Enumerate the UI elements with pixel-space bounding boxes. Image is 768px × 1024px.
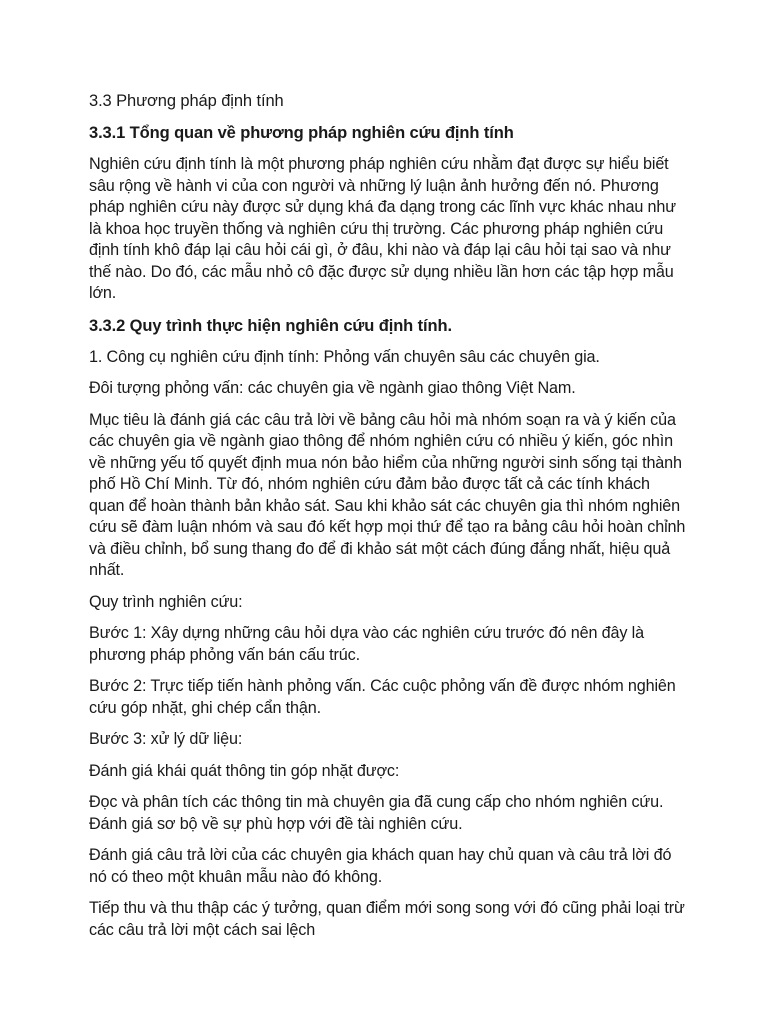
paragraph-absorb-ideas: Tiếp thu và thu thập các ý tưởng, quan điểm mới song song với đó cũng phải loại trừ các câu trả lời một cách sai lệch xyxy=(89,899,685,939)
subsection-title-overview: 3.3.1 Tổng quan về phương pháp nghiên cứu định tính xyxy=(89,124,514,142)
subsection-title-process: 3.3.2 Quy trình thực hiện nghiên cứu định tính. xyxy=(89,316,452,335)
paragraph-step-3: Bước 3: xử lý dữ liệu: xyxy=(89,730,243,748)
paragraph-step-1: Bước 1: Xây dựng những câu hỏi dựa vào các nghiên cứu trước đó nên đây là phương pháp phỏng vấn bán cấu trúc. xyxy=(89,624,644,664)
section-title: 3.3 Phương pháp định tính xyxy=(89,92,284,110)
paragraph-general-evaluation: Đánh giá khái quát thông tin góp nhặt được: xyxy=(89,761,400,780)
document-page xyxy=(89,90,689,951)
paragraph-process-label: Quy trình nghiên cứu: xyxy=(89,592,243,611)
paragraph-tool: 1. Công cụ nghiên cứu định tính: Phỏng vấn chuyên sâu các chuyên gia. xyxy=(89,347,600,366)
paragraph-overview: Nghiên cứu định tính là một phương pháp nghiên cứu nhằm đạt được sự hiểu biết sâu rộng về hành vi của con người và những lý luận ảnh hưởng đến nó. Phương pháp nghiên cứu này được sử dụng khá đa dạng trong các lĩnh vực khác nhau như là khoa học truyền thống và nghiên cứu thị trường. Các phương pháp nghiên cứu định tính khô đáp lại câu hỏi cái gì, ở đâu, khi nào và đáp lại câu hỏi tại sao và như thế nào. Do đó, các mẫu nhỏ cô đặc được sử dụng nhiều lần hơn các tập hợp mẫu lớn. xyxy=(89,155,676,302)
paragraph-objective: Mục tiêu là đánh giá các câu trả lời về bảng câu hỏi mà nhóm soạn ra và ý kiến của các chuyên gia về ngành giao thông để nhóm nghiên cứu có nhiều ý kiến, góc nhìn về những yếu tố quyết định mua nón bảo hiểm của những người sinh sống tại thành phố Hồ Chí Minh. Từ đó, nhóm nghiên cứu đảm bảo được tất cả các tính khách quan để hoàn thành bản khảo sát. Sau khi khảo sát các chuyên gia thì nhóm nghiên cứu sẽ đàm luận nhóm và sau đó kết hợp mọi thứ để tạo ra bảng câu hỏi hoàn chỉnh và điều chỉnh, bổ sung thang đo để đi khảo sát một cách đúng đắng nhất, hiệu quả nhất. xyxy=(89,410,686,579)
paragraph-evaluate-answers: Đánh giá câu trả lời của các chuyên gia khách quan hay chủ quan và câu trả lời đó nó có theo một khuân mẫu nào đó không. xyxy=(89,846,672,886)
paragraph-interviewees: Đôi tượng phỏng vấn: các chuyên gia về ngành giao thông Việt Nam. xyxy=(89,379,576,397)
paragraph-read-analyze: Đọc và phân tích các thông tin mà chuyên gia đã cung cấp cho nhóm nghiên cứu. Đánh giá sơ bộ về sự phù hợp với đề tài nghiên cứu. xyxy=(89,793,664,833)
paragraph-step-2: Bước 2: Trực tiếp tiến hành phỏng vấn. Các cuộc phỏng vấn đề được nhóm nghiên cứu góp nhặt, ghi chép cẩn thận. xyxy=(89,677,676,717)
